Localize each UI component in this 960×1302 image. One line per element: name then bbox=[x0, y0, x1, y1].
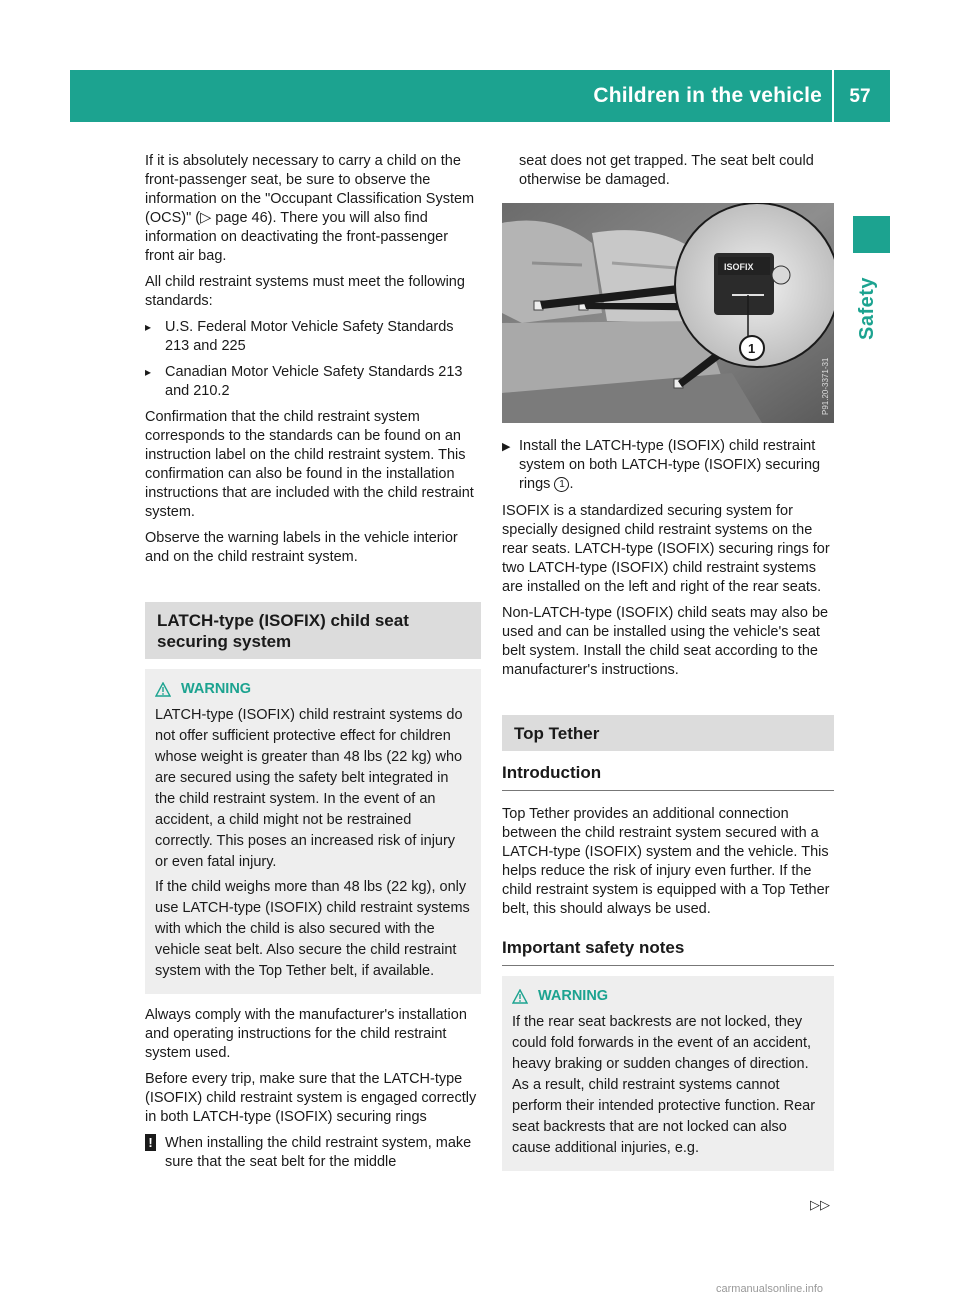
right-column bbox=[502, 152, 834, 1171]
callout-number-icon: 1 bbox=[554, 477, 569, 492]
subheading: Important safety notes bbox=[502, 938, 834, 966]
section-heading: Top Tether bbox=[502, 715, 834, 751]
bullet-text: Canadian Motor Vehicle Safety Standards 213 and 210.2 bbox=[165, 364, 463, 399]
page-number: 57 bbox=[849, 86, 871, 107]
paragraph: seat does not get trapped. The seat belt could otherwise be damaged. bbox=[519, 153, 814, 188]
warning-box bbox=[145, 669, 481, 994]
warning-label: WARNING bbox=[181, 681, 252, 697]
paragraph: ISOFIX is a standardized securing system for specially designed child restraint systems on the rear seats. LATCH-type (ISOFIX) securing rings for two LATCH-type (ISOFIX) child restraint systems are installed on the left and right of the rear seats. bbox=[502, 503, 830, 595]
bullet-text: U.S. Federal Motor Vehicle Safety Standards 213 and 225 bbox=[165, 319, 454, 354]
section-heading: LATCH-type (ISOFIX) child seat securing system bbox=[145, 602, 481, 659]
isofix-seat-photo bbox=[502, 203, 834, 423]
paragraph: Top Tether provides an additional connection between the child restraint system secured with a LATCH-type (ISOFIX) system and the vehicle. This helps reduce the risk of injury even further. If the child restraint system is equipped with a Top Tether belt, this should always be used. bbox=[502, 806, 830, 917]
warning-triangle-icon bbox=[155, 682, 171, 697]
caution-note bbox=[145, 1134, 481, 1172]
step-text: Install the LATCH-type (ISOFIX) child restraint system on both LATCH-type (ISOFIX) securing rings 1 . bbox=[519, 438, 821, 492]
warning-label: WARNING bbox=[538, 988, 609, 1004]
caution-text: When installing the child restraint system, make sure that the seat belt for the middle bbox=[165, 1135, 472, 1170]
paragraph: Confirmation that the child restraint system corresponds to the standards can be found on an instruction label on the child restraint system. This confirmation can also be found in the installation instructions that are included with the child restraint system. bbox=[145, 409, 474, 520]
continue-icon: ▷▷ bbox=[810, 1197, 830, 1212]
footer-watermark: carmanualsonline.info bbox=[716, 1283, 824, 1295]
bullet-icon bbox=[145, 363, 165, 401]
warning-header bbox=[512, 986, 824, 1007]
bullet-icon bbox=[145, 318, 165, 356]
paragraph: Before every trip, make sure that the LATCH-type (ISOFIX) child restraint system is engaged correctly in both LATCH-type (ISOFIX) securing rings bbox=[145, 1071, 477, 1125]
side-tab-label: Safety bbox=[856, 276, 878, 340]
warning-box bbox=[502, 976, 834, 1171]
bullet-item bbox=[145, 363, 481, 401]
left-column bbox=[145, 152, 481, 1172]
warning-text: If the child weighs more than 48 lbs (22 kg), only use LATCH-type (ISOFIX) child restraint systems with which the child is also secured with the vehicle seat belt. Also secure the child restraint system with the Top Tether belt, if available. bbox=[155, 879, 470, 979]
warning-text: If the rear seat backrests are not locked, they could fold forwards in the event of an accident, heavy braking or sudden changes of direction. As a result, child restraint systems cannot perform their intended protective function. Rear seat backrests that are not locked can also cause additional injuries, e.g. bbox=[512, 1014, 816, 1156]
chapter-title: Children in the vehicle bbox=[593, 84, 822, 107]
instruction-step bbox=[502, 437, 834, 494]
warning-header bbox=[155, 679, 471, 700]
callout-1-text: 1 bbox=[748, 341, 756, 356]
exclamation-icon: ! bbox=[145, 1134, 156, 1151]
paragraph: All child restraint systems must meet the following standards: bbox=[145, 274, 465, 309]
paragraph: If it is absolutely necessary to carry a child on the front-passenger seat, be sure to observe the information on the "Occupant Classification System (OCS)" (▷ page 46). There you will also find information on deactivating the front-passenger front air bag. bbox=[145, 153, 475, 264]
warning-text: LATCH-type (ISOFIX) child restraint systems do not offer sufficient protective effect for children whose weight is greater than 48 lbs (22 kg) who are secured using the safety belt integrated in the child restraint system. In the event of an accident, a child might not be restrained correctly. This poses an increased risk of injury or even fatal injury. bbox=[155, 707, 463, 870]
image-code: P91.20-3371-31 bbox=[821, 357, 830, 415]
warning-triangle-icon bbox=[512, 989, 528, 1004]
bullet-item bbox=[145, 318, 481, 356]
paragraph: Non-LATCH-type (ISOFIX) child seats may also be used and can be installed using the vehicle's seat belt system. Install the child seat according to the manufacturer's instructions. bbox=[502, 605, 829, 678]
paragraph: Observe the warning labels in the vehicle interior and on the child restraint system. bbox=[145, 530, 458, 565]
isofix-label-text: ISOFIX bbox=[724, 262, 754, 272]
paragraph: Always comply with the manufacturer's installation and operating instructions for the child restraint system used. bbox=[145, 1007, 467, 1061]
step-arrow-icon: ▶ bbox=[502, 441, 511, 453]
subheading: Introduction bbox=[502, 763, 834, 791]
